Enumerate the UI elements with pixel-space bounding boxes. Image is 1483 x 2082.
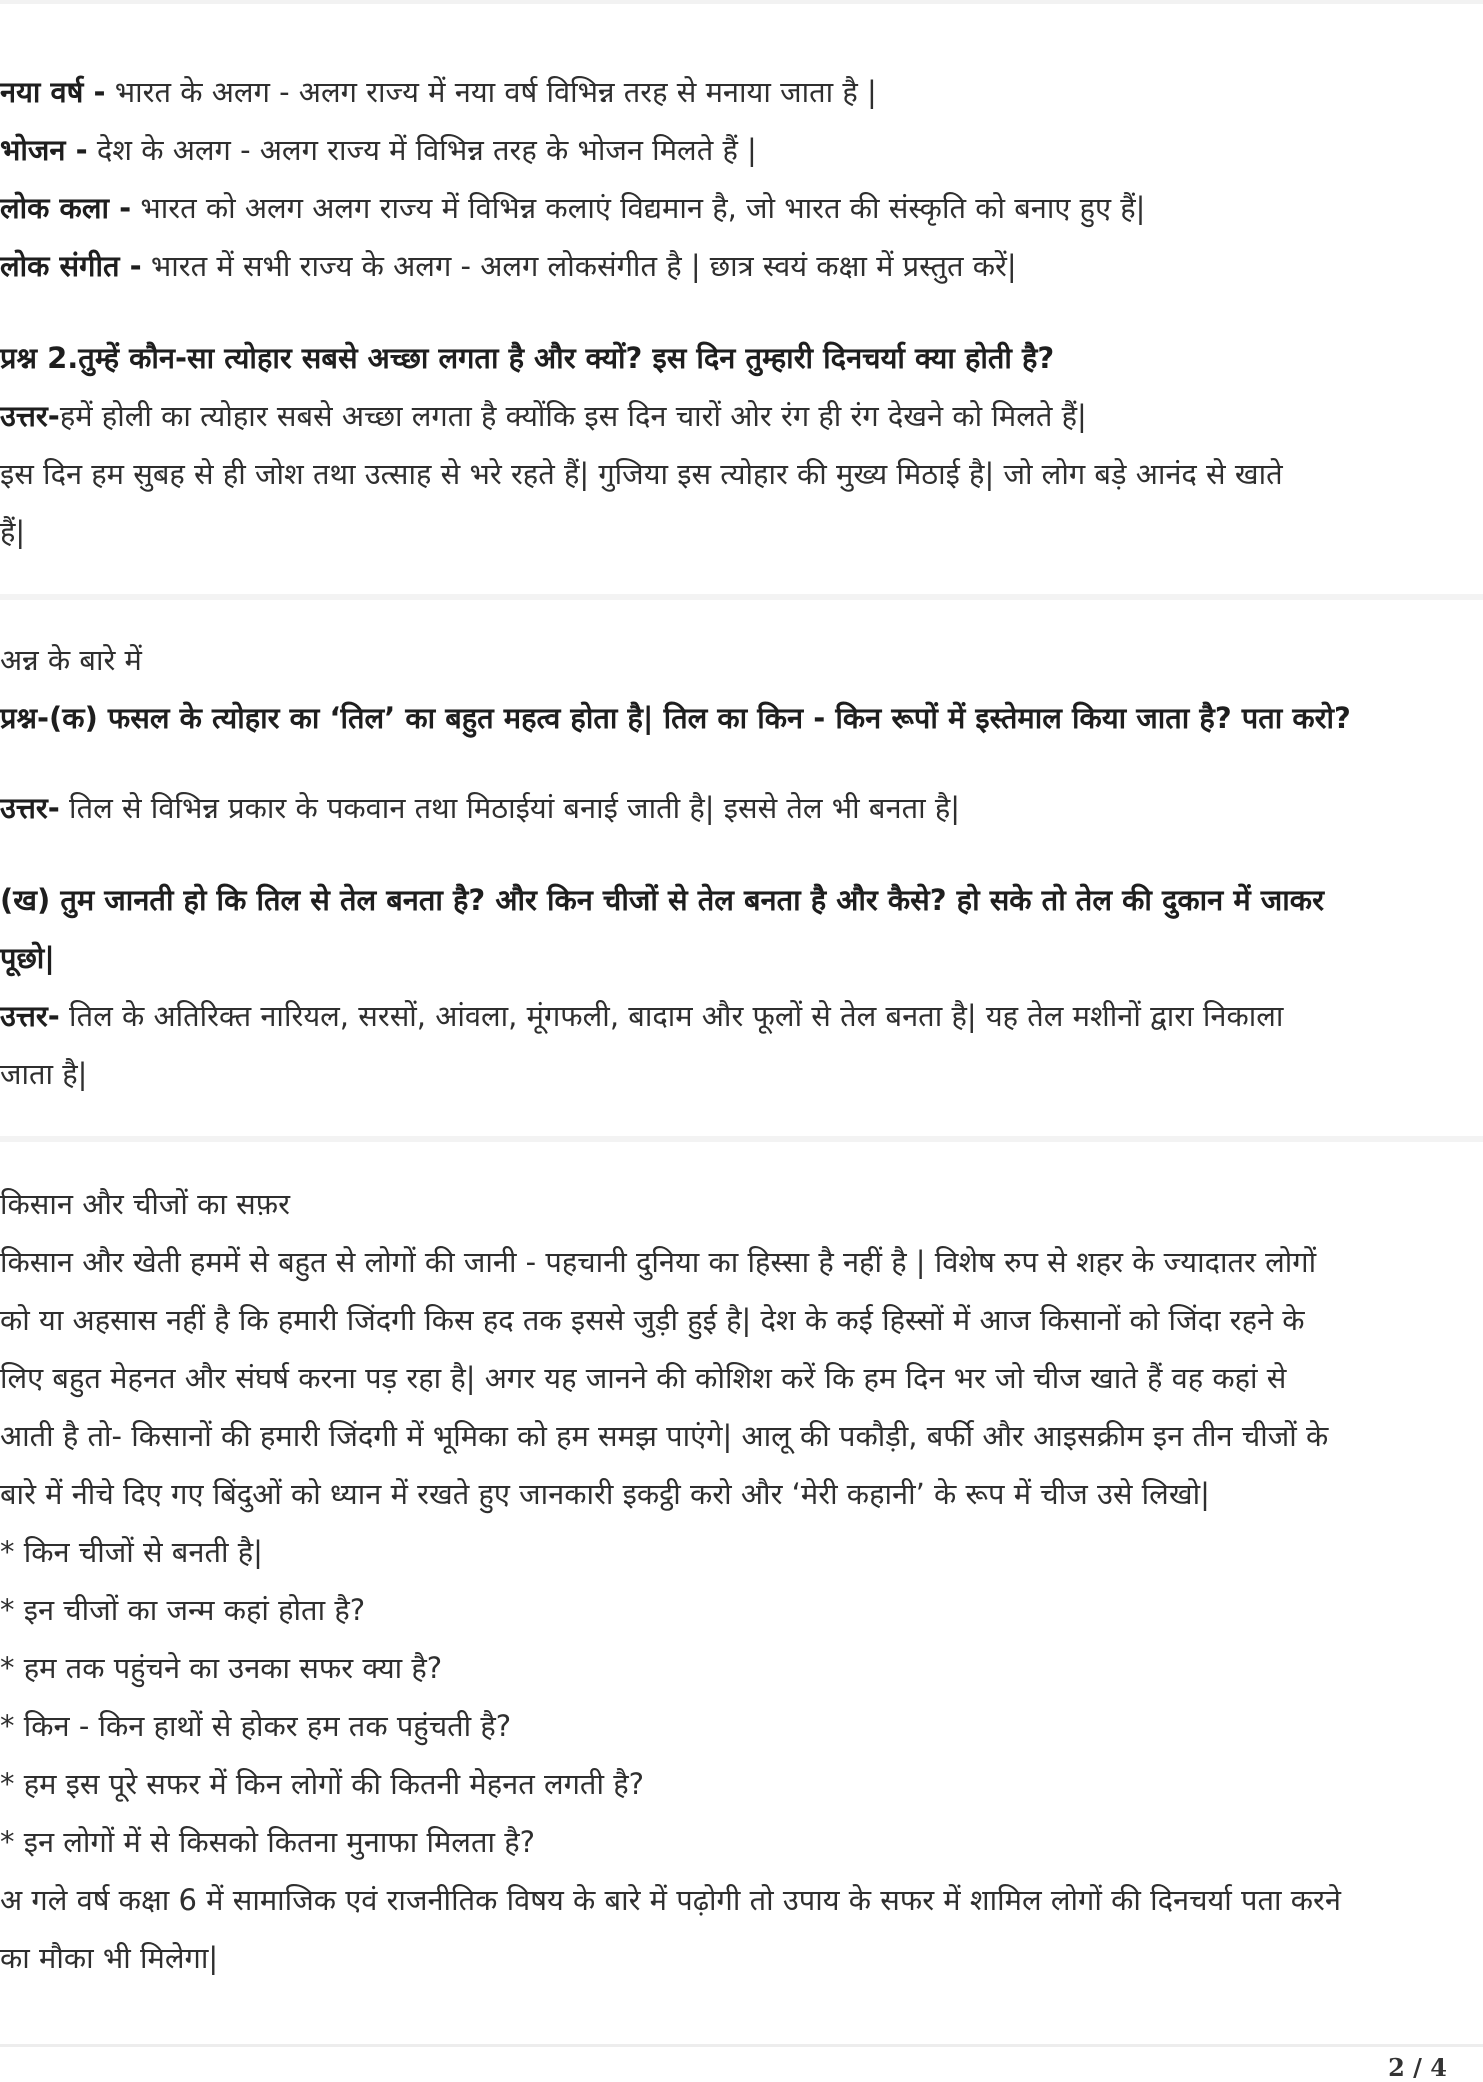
- line-food: [0, 130, 757, 170]
- bullet-item: * हम इस पूरे सफर में किन लोगों की कितनी मेहनत लगती है?: [0, 1767, 644, 1801]
- answer-a: [0, 788, 960, 828]
- line-folk-music: [0, 246, 1017, 286]
- text-new-year: भारत के अलग - अलग राज्य में नया वर्ष विभिन्न तरह से मनाया जाता है |: [105, 75, 877, 109]
- label-folk-art: लोक कला -: [0, 191, 132, 225]
- answer-2-line-3: हैं|: [0, 515, 26, 549]
- answer-a-text: तिल से विभिन्न प्रकार के पकवान तथा मिठाईयां बनाई जाती है| इससे तेल भी बनता है|: [59, 791, 960, 825]
- label-folk-music: लोक संगीत -: [0, 249, 142, 283]
- bullet-item: * इन चीजों का जन्म कहां होता है?: [0, 1593, 366, 1627]
- section-divider: [0, 594, 1483, 600]
- answer-b-label: उत्तर-: [0, 999, 60, 1033]
- para-line: किसान और खेती हममें से बहुत से लोगों की जानी - पहचानी दुनिया का हिस्सा है नहीं है | विशेष रुप से शहर के ज्यादातर लोगों: [0, 1245, 1317, 1279]
- answer-b-line-2: जाता है|: [0, 1057, 88, 1091]
- section-heading-farmer: किसान और चीजों का सफ़र: [0, 1187, 290, 1221]
- closing-line-2: का मौका भी मिलेगा|: [0, 1941, 219, 1975]
- bullet-item: * हम तक पहुंचने का उनका सफर क्या है?: [0, 1651, 443, 1685]
- question-b-line-1: (ख) तुम जानती हो कि तिल से तेल बनता है? और किन चीजों से तेल बनता है और कैसे? हो सके तो तेल की दुकान में जाकर: [0, 883, 1324, 917]
- top-border: [0, 0, 1483, 4]
- answer-b-line-1: [0, 996, 1283, 1036]
- bullet-item: * किन - किन हाथों से होकर हम तक पहुंचती है?: [0, 1709, 512, 1743]
- text-food: देश के अलग - अलग राज्य में विभिन्न तरह के भोजन मिलते हैं |: [87, 133, 757, 167]
- bullet-item: * इन लोगों में से किसको कितना मुनाफा मिलता है?: [0, 1825, 536, 1859]
- para-line: को या अहसास नहीं है कि हमारी जिंदगी किस हद तक इससे जुड़ी हुई है| देश के कई हिस्सों में आज किसानों को जिंदा रहने के: [0, 1303, 1305, 1337]
- label-food: भोजन -: [0, 133, 88, 167]
- question-a: प्रश्न-(क) फसल के त्योहार का ‘तिल’ का बहुत महत्व होता है| तिल का किन - किन रूपों में इस्तेमाल किया जाता है? पता करो?: [0, 701, 1351, 735]
- footer-divider: [0, 2044, 1483, 2047]
- answer-2-line-1: [0, 396, 1087, 436]
- section-divider: [0, 1136, 1483, 1142]
- closing-line-1: अ गले वर्ष कक्षा 6 में सामाजिक एवं राजनीतिक विषय के बारे में पढ़ोगी तो उपाय के सफर में शामिल लोगों की दिनचर्या पता करने: [0, 1883, 1341, 1917]
- answer-a-label: उत्तर-: [0, 791, 60, 825]
- question-b-line-2: पूछो|: [0, 941, 55, 975]
- line-folk-art: [0, 188, 1145, 228]
- question-2: प्रश्न 2.तुम्हें कौन-सा त्योहार सबसे अच्छा लगता है और क्यों? इस दिन तुम्हारी दिनचर्या क्या होती है?: [0, 341, 1055, 375]
- answer-2-text-1: हमें होली का त्योहार सबसे अच्छा लगता है क्योंकि इस दिन चारों ओर रंग ही रंग देखने को मिलते हैं|: [59, 399, 1087, 433]
- label-new-year: नया वर्ष -: [0, 75, 106, 109]
- page-number: 2 / 4: [1388, 2053, 1447, 2082]
- para-line: आती है तो- किसानों की हमारी जिंदगी में भूमिका को हम समझ पाएंगे| आलू की पकौड़ी, बर्फी और आइसक्रीम इन तीन चीजों के: [0, 1419, 1329, 1453]
- answer-b-text-1: तिल के अतिरिक्त नारियल, सरसों, आंवला, मूंगफली, बादाम और फूलों से तेल बनता है| यह तेल मशीनों द्वारा निकाला: [59, 999, 1284, 1033]
- answer-label: उत्तर-: [0, 399, 60, 433]
- answer-2-line-2: इस दिन हम सुबह से ही जोश तथा उत्साह से भरे रहते हैं| गुजिया इस त्योहार की मुख्य मिठाई है| जो लोग बड़े आनंद से खाते: [0, 457, 1283, 491]
- text-folk-art: भारत को अलग अलग राज्य में विभिन्न कलाएं विद्यमान है, जो भारत की संस्कृति को बनाए हुए हैं|: [131, 191, 1146, 225]
- para-line: लिए बहुत मेहनत और संघर्ष करना पड़ रहा है| अगर यह जानने की कोशिश करें कि हम दिन भर जो चीज खाते हैं वह कहां से: [0, 1361, 1287, 1395]
- section-heading-grain: अन्न के बारे में: [0, 643, 142, 677]
- line-new-year: [0, 72, 877, 112]
- bullet-item: * किन चीजों से बनती है|: [0, 1535, 263, 1569]
- para-line: बारे में नीचे दिए गए बिंदुओं को ध्यान में रखते हुए जानकारी इकट्ठी करो और ‘मेरी कहानी’ के रूप में चीज उसे लिखो|: [0, 1477, 1210, 1511]
- text-folk-music: भारत में सभी राज्य के अलग - अलग लोकसंगीत है | छात्र स्वयं कक्षा में प्रस्तुत करें|: [141, 249, 1017, 283]
